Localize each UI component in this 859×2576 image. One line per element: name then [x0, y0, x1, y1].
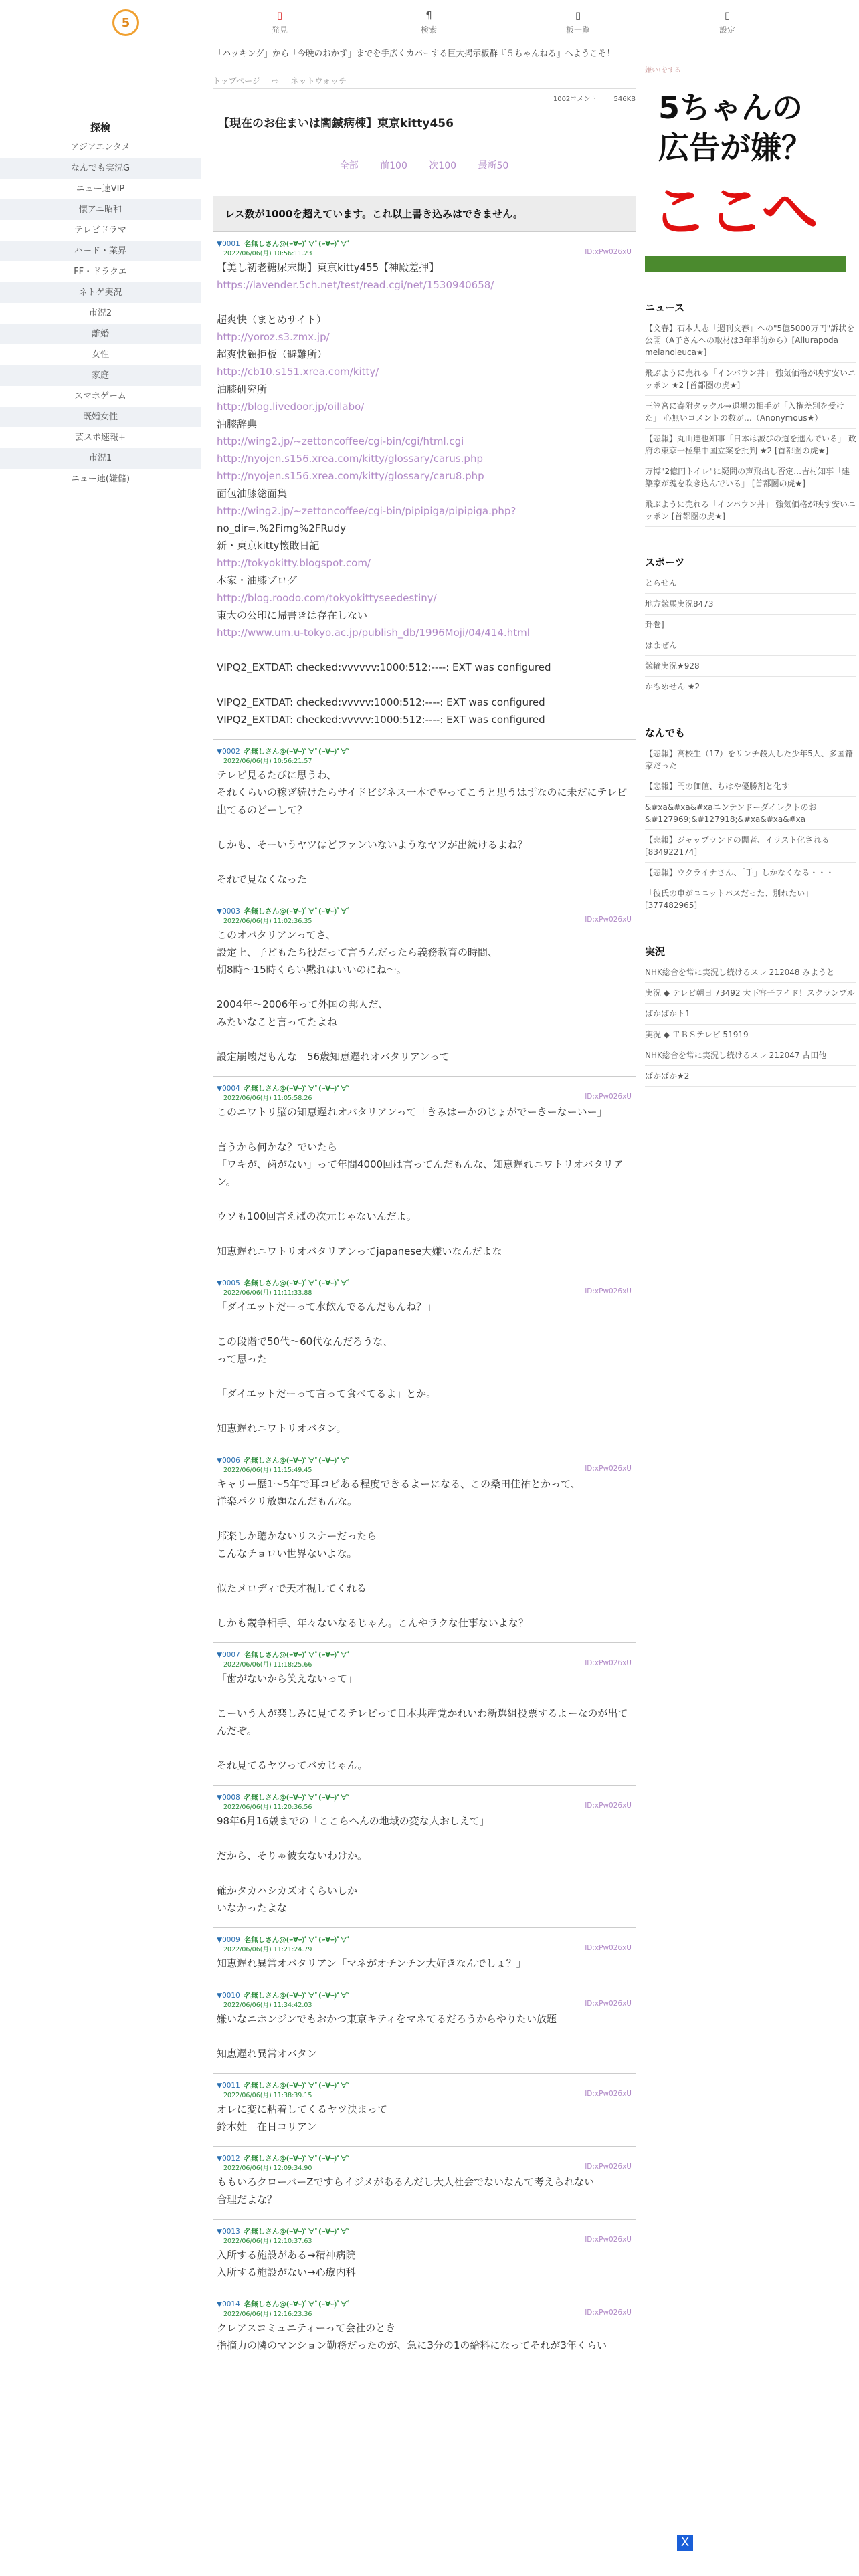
sidebar-list	[0, 137, 201, 490]
post-body: オレに変に粘着してくるヤツ決まって 鈴木姓 在日コリアン	[217, 2103, 388, 2133]
news-item[interactable]: 飛ぶように売れる「インバウン丼」 強気価格が映す安いニッポン [首都圏の虎★]	[645, 494, 856, 527]
jikkyo-heading: 実況	[645, 946, 666, 958]
right-sidebar	[645, 64, 856, 1087]
settings-icon: ▯	[724, 9, 731, 21]
breadcrumb	[213, 74, 636, 89]
post-date: 2022/06/06(月) 11:15:49.45	[223, 1467, 312, 1474]
news-item[interactable]: 三笠宮に寄附タックル→退場の相手が「入権差別を受けた」 心無いコメントの数が…（Anonymous★）	[645, 396, 856, 429]
post-body: ももいろクローバーZですらイジメがあるんだし大人社会でないなんて考えられない 合理だよな？	[217, 2176, 595, 2206]
post-date: 2022/06/06(月) 11:34:42.03	[223, 2002, 312, 2009]
post	[213, 231, 636, 739]
post-header	[217, 746, 632, 756]
nandemo-item[interactable]: 【悲報】ウクライナさん、「手」しかなくなる・・・	[645, 863, 856, 883]
thread-menu	[213, 158, 636, 172]
sports-item[interactable]: 地方競馬実況8473	[645, 594, 856, 615]
post-date: 2022/06/06(月) 11:21:24.79	[223, 1946, 312, 1953]
sidebar-item[interactable]: ニュー速VIP	[76, 184, 125, 194]
post-number[interactable]: ▼0002	[217, 748, 240, 756]
limit-warning: レス数が1000を超えています。これ以上書き込みはできません。	[213, 196, 636, 231]
top-header	[0, 0, 859, 47]
menu-next100[interactable]: 次100	[429, 160, 457, 171]
nandemo-item[interactable]: 「彼氏の車がユニットバスだった、別れたい」 [377482965]	[645, 883, 856, 916]
post	[213, 2073, 636, 2146]
post	[213, 1927, 636, 1983]
poster-id[interactable]: ID:xPw026xU	[585, 1659, 632, 1667]
post-date: 2022/06/06(月) 10:56:11.23	[223, 250, 312, 257]
post	[213, 1785, 636, 1927]
marquee-text: 「ハッキング」から「今晩のおかず」までを手広くカバーする巨大掲示板群『５ちゃんねる』へようこそ！	[214, 48, 615, 58]
post	[213, 1448, 636, 1642]
post-number[interactable]: ▼0008	[217, 1794, 240, 1802]
poster-name: 名無しさん@(ｰ∀ｰ)ﾟ∀ﾟ(ｰ∀ｰ)ﾟ∀ﾟ	[244, 2300, 351, 2309]
ad-line3: ここへ	[652, 179, 818, 244]
post-list	[213, 231, 636, 2365]
news-item[interactable]: 飛ぶように売れる「インバウン丼」 強気価格が映す安いニッポン ★2 [首都圏の虎★]	[645, 363, 856, 396]
post-number[interactable]: ▼0011	[217, 2082, 240, 2090]
post-number[interactable]: ▼0006	[217, 1457, 240, 1465]
news-item[interactable]: 万博"2億円トイレ"に疑問の声飛出し否定…吉村知事「建築家が魂を吹き込んでいる」 [首都圏の虎★]	[645, 461, 856, 494]
post-body: テレビ見るたびに思うわ、 それくらいの稼ぎ続けたらサイドビジネス一本でやってこうと思うはずなのに未だにテレビ出てるのどーして？ しかも、そーいうヤツはどファンいないようなヤツが出続けるよね？ それで見なくなった	[217, 769, 628, 885]
poster-id[interactable]: ID:xPw026xU	[585, 916, 632, 924]
sidebar-item[interactable]: 懐アニ昭和	[0, 199, 201, 220]
sports-item[interactable]: 競輪実況★928	[645, 656, 856, 677]
post-body: 入所する施設がある→精神病院 入所する施設がない→心療内科	[217, 2249, 356, 2278]
news-heading: ニュース	[645, 302, 685, 314]
post-date: 2022/06/06(月) 11:11:33.88	[223, 1289, 312, 1297]
nav-board-list[interactable]	[551, 9, 605, 35]
nandemo-heading: なんでも	[645, 727, 686, 739]
thread-title: 【現在のお住まいは閻鍼病棟】東京kitty456	[218, 117, 454, 130]
nav-label: 設定	[719, 25, 735, 35]
post-number[interactable]: ▼0007	[217, 1651, 240, 1659]
sports-list	[645, 573, 856, 697]
poster-id[interactable]: ID:xPw026xU	[585, 1287, 632, 1295]
post-number[interactable]: ▼0010	[217, 1992, 240, 2000]
poster-id[interactable]: ID:xPw026xU	[585, 2236, 632, 2244]
breadcrumb-board[interactable]: ネットウォッチ	[290, 76, 347, 86]
thread-main	[213, 74, 636, 2365]
sidebar-item[interactable]: 市況1	[0, 448, 201, 469]
post-date: 2022/06/06(月) 12:16:23.36	[223, 2311, 312, 2318]
poster-id[interactable]: ID:xPw026xU	[585, 2163, 632, 2171]
sidebar-item[interactable]: 市況2	[88, 308, 112, 318]
comment-count: 1002コメント	[553, 96, 597, 103]
nandemo-item[interactable]: &#xa&#xa&#xaニンテンドーダイレクトのお&#127969;&#127918;&#xa&#xa&#xa	[645, 797, 856, 830]
poster-name: 名無しさん@(ｰ∀ｰ)ﾟ∀ﾟ(ｰ∀ｰ)ﾟ∀ﾟ	[244, 1936, 351, 1944]
post	[213, 1983, 636, 2073]
poster-id[interactable]: ID:xPw026xU	[585, 1093, 632, 1101]
post-number[interactable]: ▼0001	[217, 240, 240, 248]
nandemo-item[interactable]: 【悲報】ジャップランドの闇者、イラスト化される [834922174]	[645, 830, 856, 863]
post-body: 「歯がないから笑えないって」 こーいう人が楽しみに見てるテレビって日本共産党かれいわ新選組投票するよーなのが出てんだぞ。 それ見てるヤツってバカじゃん。	[217, 1673, 628, 1772]
sidebar-title: 探検	[90, 122, 110, 134]
post-date: 2022/06/06(月) 11:18:25.66	[223, 1661, 312, 1669]
jikkyo-item[interactable]: 実況 ◆ テレビ朝日 73492 大下容子ワイド！スクランブル	[645, 983, 856, 1004]
sidebar-item[interactable]: スマホゲーム	[74, 391, 126, 401]
poster-name: 名無しさん@(ｰ∀ｰ)ﾟ∀ﾟ(ｰ∀ｰ)ﾟ∀ﾟ	[244, 240, 351, 248]
sports-item[interactable]: かもめせん ★2	[645, 677, 856, 697]
poster-name: 名無しさん@(ｰ∀ｰ)ﾟ∀ﾟ(ｰ∀ｰ)ﾟ∀ﾟ	[244, 2155, 351, 2163]
nav-label: 板一覧	[565, 25, 590, 35]
poster-id[interactable]: ID:xPw026xU	[585, 1802, 632, 1810]
poster-id[interactable]: ID:xPw026xU	[585, 2090, 632, 2098]
nav-label: 発見	[271, 25, 288, 35]
sports-item[interactable]: とらせん	[645, 573, 856, 594]
sidebar-item[interactable]: 芸スポ速報+	[75, 433, 126, 443]
sidebar-item[interactable]: 離婚	[0, 324, 201, 344]
thread-size: 546KB	[613, 96, 636, 103]
poster-name: 名無しさん@(ｰ∀ｰ)ﾟ∀ﾟ(ｰ∀ｰ)ﾟ∀ﾟ	[244, 1279, 351, 1287]
poster-name: 名無しさん@(ｰ∀ｰ)ﾟ∀ﾟ(ｰ∀ｰ)ﾟ∀ﾟ	[244, 907, 351, 916]
post-date: 2022/06/06(月) 11:20:36.56	[223, 1804, 312, 1811]
post-body: 98年6月16歳までの「ここらへんの地域の変な人おしえて」 だから、そりゃ彼女ないわけか。 確かタカハシカズオくらいしか いなかったよな	[217, 1815, 490, 1914]
poster-name: 名無しさん@(ｰ∀ｰ)ﾟ∀ﾟ(ｰ∀ｰ)ﾟ∀ﾟ	[244, 1992, 351, 2000]
post-number[interactable]: ▼0005	[217, 1279, 240, 1287]
poster-id[interactable]: ID:xPw026xU	[585, 2000, 632, 2008]
sidebar-item[interactable]: FF・ドラクエ	[74, 267, 127, 277]
post	[213, 2146, 636, 2219]
poster-id[interactable]: ID:xPw026xU	[585, 248, 632, 256]
post	[213, 2219, 636, 2292]
sidebar-item[interactable]: なんでも実況G	[0, 158, 201, 179]
post	[213, 739, 636, 899]
jikkyo-item[interactable]: ぱかぱか★2	[645, 1066, 856, 1087]
menu-latest50[interactable]: 最新50	[478, 160, 509, 171]
sports-item[interactable]: 卦巻]	[645, 615, 856, 635]
close-button[interactable]: X	[677, 2535, 693, 2551]
post-date: 2022/06/06(月) 10:56:21.57	[223, 758, 312, 765]
ad-banner[interactable]	[645, 77, 846, 272]
breadcrumb-top[interactable]: トップページ	[213, 76, 260, 86]
post-date: 2022/06/06(月) 11:38:39.15	[223, 2092, 312, 2099]
left-sidebar	[0, 100, 201, 490]
post-body: キャリー歴1〜5年で耳コピある程度できるよーになる、この桑田佳祐とかって、 洋楽パクリ放題なんだもんな。 邦楽しか聴かないリスナーだったら こんなチョロい世界ないよな。 似たメロディで天才視してくれる しかも競争相手、年々ないなるじゃん。こんやラクな仕事ないよな？	[217, 1478, 581, 1629]
sidebar-item[interactable]: 女性	[91, 350, 109, 360]
news-list	[645, 318, 856, 527]
list-icon: ▯	[575, 9, 581, 21]
sports-heading: スポーツ	[645, 556, 685, 568]
clip-icon: ▯	[276, 9, 283, 21]
post-number[interactable]: ▼0012	[217, 2155, 240, 2163]
poster-name: 名無しさん@(ｰ∀ｰ)ﾟ∀ﾟ(ｰ∀ｰ)ﾟ∀ﾟ	[244, 1457, 351, 1465]
sidebar-item[interactable]: 既婚女性	[0, 407, 201, 427]
post-body: 嫌いなニホンジンでもおかつ東京キティをマネてるだろうからやりたい放題 知恵遅れ異常オバタン	[217, 2013, 557, 2060]
ad-line2: 広告が嫌？	[658, 130, 812, 166]
post-number[interactable]: ▼0009	[217, 1936, 240, 1944]
sidebar-item[interactable]: テレビドラマ	[74, 225, 126, 235]
post-body: 知恵遅れ異常オバタリアン「マネがオチンチン大好きなんでしょ？」	[217, 1957, 527, 1969]
nandemo-item[interactable]: 【悲報】門の価値、ちはや優勝剤と化す	[645, 776, 856, 797]
jikkyo-item[interactable]: ぱかぱかト1	[645, 1004, 856, 1025]
post	[213, 1642, 636, 1785]
sports-item[interactable]: はまぜん	[645, 635, 856, 656]
jikkyo-item[interactable]: NHK総合を常に実況し続けるスレ 212047 古田他	[645, 1045, 856, 1066]
nandemo-list	[645, 744, 856, 916]
post-date: 2022/06/06(月) 12:09:34.90	[223, 2165, 312, 2172]
sidebar-item[interactable]: アジアエンタメ	[70, 142, 130, 152]
sidebar-item[interactable]: ハード・業界	[0, 241, 201, 261]
jikkyo-item[interactable]: NHK総合を常に実況し続けるスレ 212048 みようと	[645, 962, 856, 983]
post-number[interactable]: ▼0003	[217, 907, 240, 916]
poster-name: 名無しさん@(ｰ∀ｰ)ﾟ∀ﾟ(ｰ∀ｰ)ﾟ∀ﾟ	[244, 748, 351, 756]
post	[213, 899, 636, 1076]
arrow-icon: ⇨	[272, 76, 279, 86]
sidebar-item[interactable]: 家庭	[0, 365, 201, 386]
site-logo[interactable]: 5	[112, 9, 139, 36]
post-body: このオバタリアンってさ、 設定上、子どもたち役だって言うんだったら義務教育の時間、 朝8時〜15時くらい黙れはいいのにね〜。 2004年〜2006年って外国の邦人だ、 みたいなこと言ってたよね 設定崩壊だもんな 56歳知恵遅れオバタリアンって	[217, 929, 498, 1063]
poster-name: 名無しさん@(ｰ∀ｰ)ﾟ∀ﾟ(ｰ∀ｰ)ﾟ∀ﾟ	[244, 2082, 351, 2090]
jikkyo-item[interactable]: 実況 ◆ ＴＢＳテレビ 51919	[645, 1025, 856, 1045]
menu-prev100[interactable]: 前100	[380, 160, 407, 171]
post-date: 2022/06/06(月) 12:10:37.63	[223, 2238, 312, 2245]
nav-settings[interactable]	[700, 9, 754, 35]
post-number[interactable]: ▼0004	[217, 1085, 240, 1093]
post-body: クレアスコミュニティーって会社のとき 指摘力の隣のマンション勤務だったのが、急に3分の1の給料になってそれが3年くらい	[217, 2322, 607, 2351]
post-date: 2022/06/06(月) 11:02:36.35	[223, 918, 312, 925]
sidebar-item[interactable]: ニュー速(嫌儲)	[70, 474, 130, 484]
post-number[interactable]: ▼0013	[217, 2228, 240, 2236]
sidebar-item[interactable]: ネトゲ実況	[0, 282, 201, 303]
ad-tag[interactable]: 嫌い!をする	[645, 67, 682, 74]
post-body: 【美し初老糖尿末期】東京kitty455【神殿差押】 https://lavender.5ch.net/test/read.cgi/net/1530940658/ 超爽快（まとめサイト） http://yoroz.s3.zmx.jp/ 超爽快顧拒板（避難所） http://cb10.s151.xrea.com/kitty/ 油膝研究所 http://blog.livedoor.jp/oillabo/ 油膝辞典 http://wing2.jp/~zettoncoffee/cgi-bin/cgi/html.cgi http://nyojen.s156.xrea.com/kitty/glossary/carus.php http://nyojen.s156.xrea.com/kitty/glossary/caru8.php 面包油膝総面集 http://wing2.jp/~zettoncoffee/cgi-bin/pipipiga/pipipiga.php? no_dir=.%2Fimg%2FRudy 新・東京kitty懐敗日記 http://tokyokitty.blogspot.com/ 本家・油膝ブログ http://blog.roodo.com/tokyokittyseedestiny/ 東大の公印に帰書きは存在しない http://www.um.u-tokyo.ac.jp/publish_db/1996Moji/04/414.html VIPQ2_EXTDAT: checked:vvvvvv:1000:512:----: EXT was configured VIPQ2_EXTDAT: checked:vvvvv:1000:512:----: EXT was configured VIPQ2_EXTDAT: checked:vvvvv:1000:512:----: EXT was configured	[217, 261, 551, 726]
thread-meta	[213, 93, 636, 103]
poster-name: 名無しさん@(ｰ∀ｰ)ﾟ∀ﾟ(ｰ∀ｰ)ﾟ∀ﾟ	[244, 1794, 351, 1802]
post	[213, 1271, 636, 1448]
jikkyo-list	[645, 962, 856, 1087]
poster-name: 名無しさん@(ｰ∀ｰ)ﾟ∀ﾟ(ｰ∀ｰ)ﾟ∀ﾟ	[244, 1085, 351, 1093]
poster-id[interactable]: ID:xPw026xU	[585, 1465, 632, 1473]
news-item[interactable]: 【悲報】丸山達也知事「日本は滅びの道を進んでいる」 政府の東京一極集中国立案を批判 ★2 [首都圏の虎★]	[645, 429, 856, 461]
post-number[interactable]: ▼0014	[217, 2300, 240, 2309]
poster-name: 名無しさん@(ｰ∀ｰ)ﾟ∀ﾟ(ｰ∀ｰ)ﾟ∀ﾟ	[244, 2228, 351, 2236]
news-item[interactable]: 【文春】石本人志「週刊文春」への"5億5000万円"訴状を公開（A子さんへの取材は3年半前から）[Allurapoda melanoleuca★]	[645, 318, 856, 363]
post	[213, 2292, 636, 2365]
nav-search[interactable]	[402, 9, 456, 35]
poster-name: 名無しさん@(ｰ∀ｰ)ﾟ∀ﾟ(ｰ∀ｰ)ﾟ∀ﾟ	[244, 1651, 351, 1659]
nav-label: 検索	[420, 25, 437, 35]
nandemo-item[interactable]: 【悲報】高校生（17）をリンチ殺人した少年5人、多国籍家だった	[645, 744, 856, 776]
poster-id[interactable]: ID:xPw026xU	[585, 1944, 632, 1952]
text-icon: ¶	[425, 9, 432, 21]
post-date: 2022/06/06(月) 11:05:58.26	[223, 1095, 312, 1102]
poster-id[interactable]: ID:xPw026xU	[585, 2309, 632, 2317]
menu-all[interactable]: 全部	[339, 160, 359, 171]
nav-discover[interactable]	[253, 9, 306, 35]
post-body: このニワトリ脳の知恵遅れオバタリアンって「きみはーかのじょがでーきーなーいー」 言うから何かな？でいたら 「ワキが、歯がない」って年間4000回は言ってんだもんな、知恵遅れニワトリオバタリアン。 ウソも100回言えばの次元じゃないんだよ。 知恵遅れニワトリオバタリアンってjapanese大嫌いなんだよな	[217, 1106, 624, 1257]
ad-line1: 5ちゃんの	[658, 90, 803, 126]
post-body: 「ダイエットだーって水飲んでるんだもんね？」 この段階で50代〜60代なんだろうな、 って思った 「ダイエットだーって言って食べてるよ」とか。 知恵遅れニワトリオバタン。	[217, 1301, 437, 1434]
post	[213, 1076, 636, 1271]
